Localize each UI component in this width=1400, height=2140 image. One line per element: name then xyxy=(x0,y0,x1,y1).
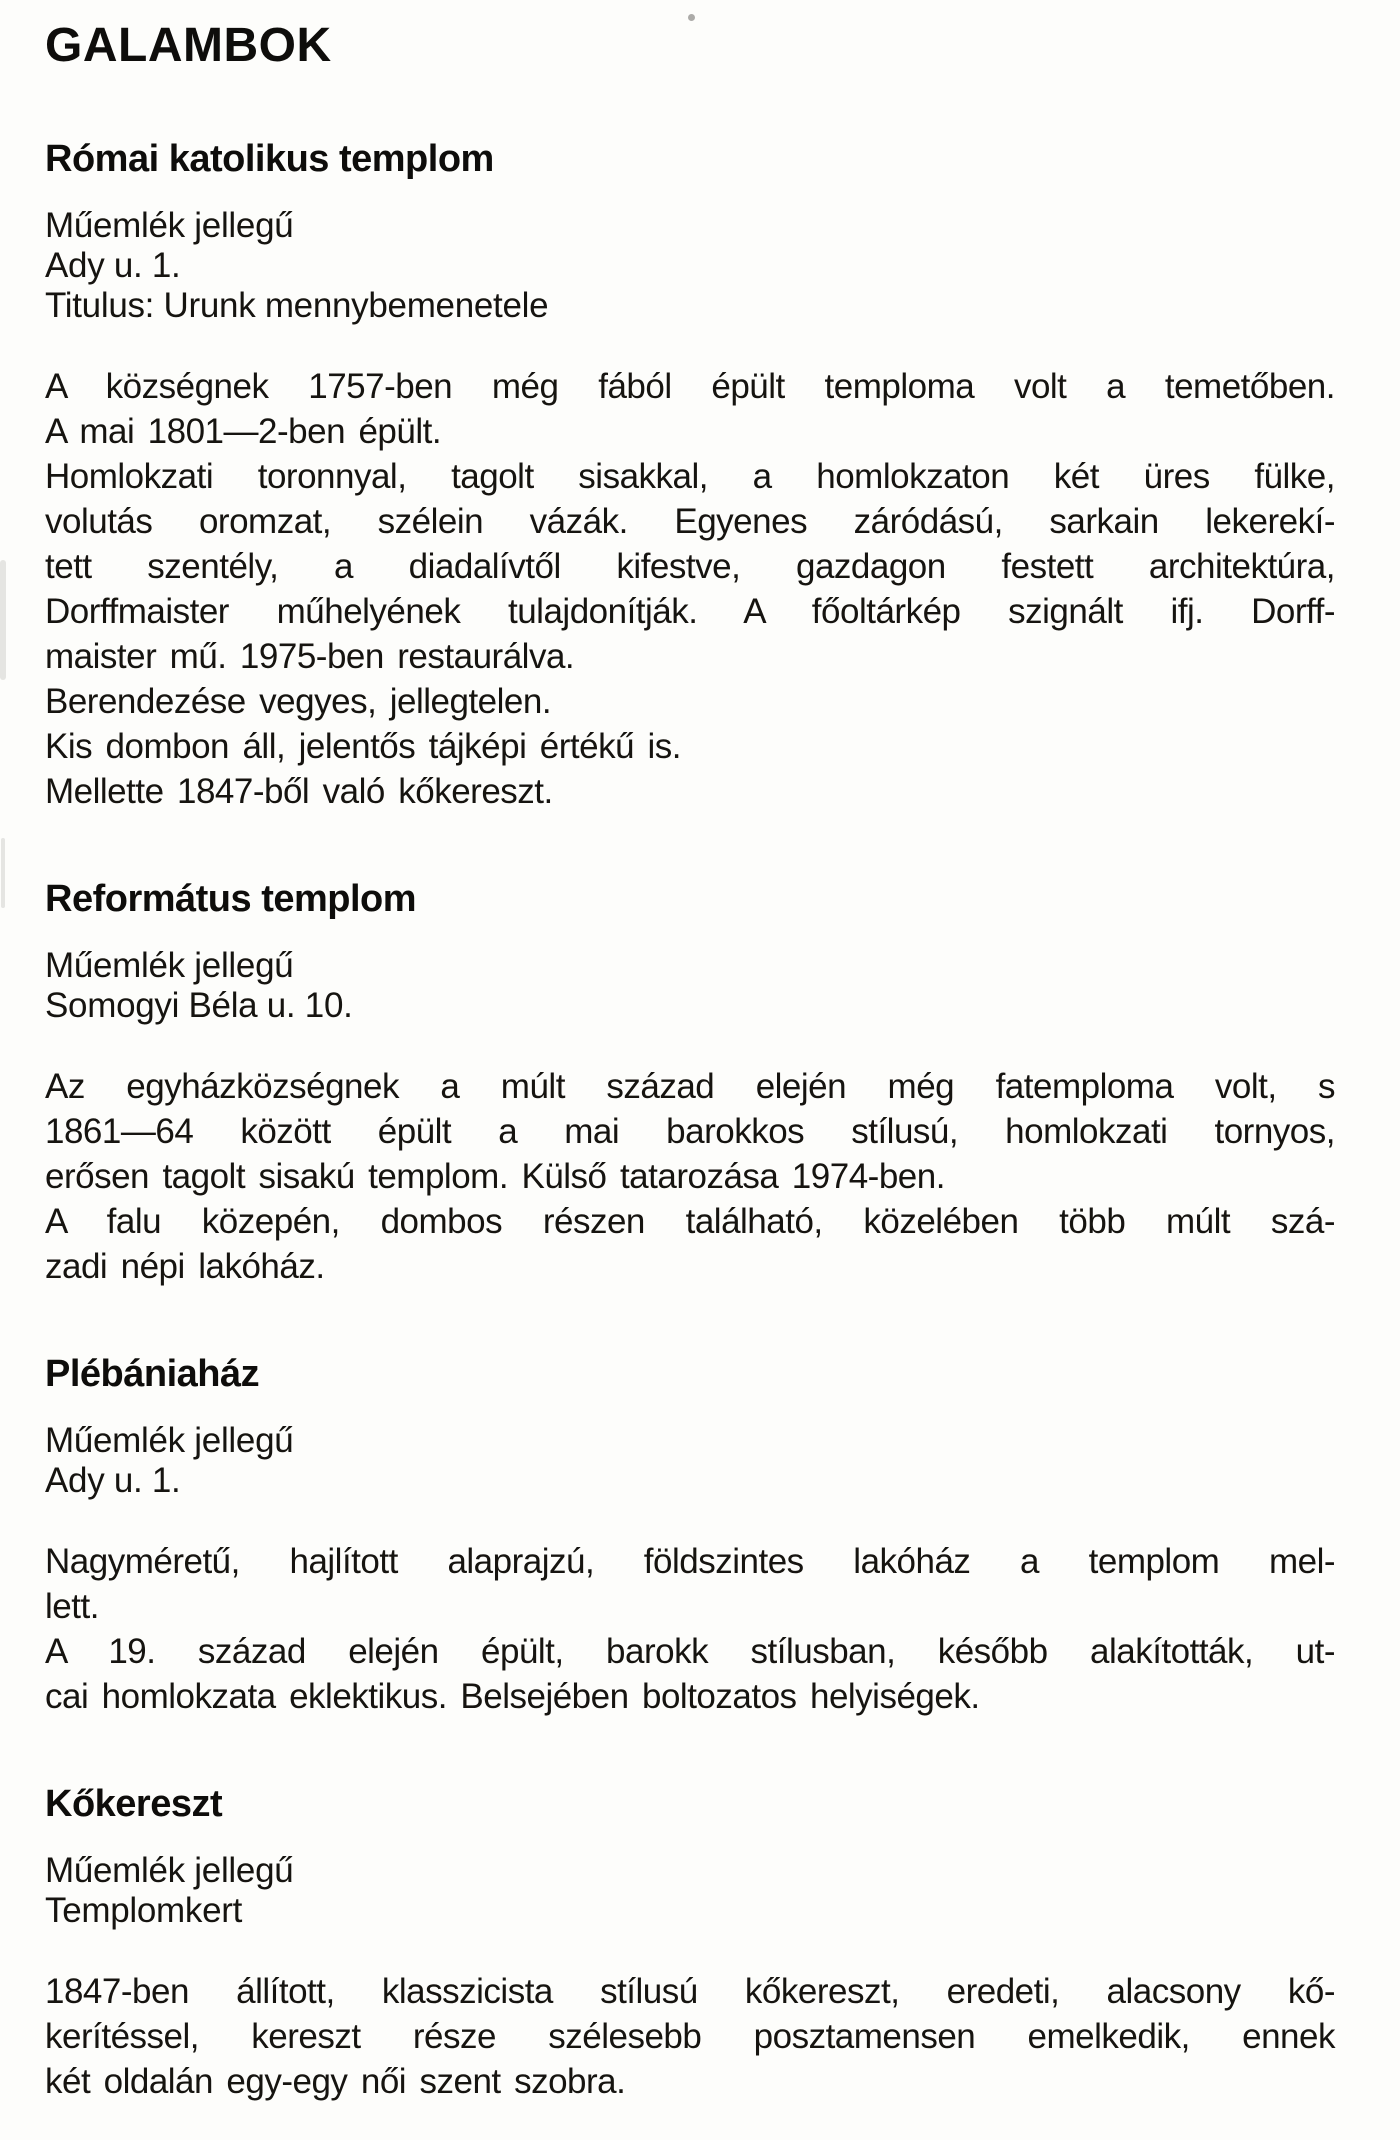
body-line: két oldalán egy-egy női szent szobra. xyxy=(45,2062,626,2101)
body-line: Kis dombon áll, jelentős tájképi értékű is. xyxy=(45,727,681,766)
section-roman-catholic-church xyxy=(45,136,1335,814)
monument-meta xyxy=(45,1851,1335,1931)
monument-meta xyxy=(45,946,1335,1026)
scan-artifact xyxy=(1,838,5,908)
meta-status: Műemlék jellegű xyxy=(45,946,294,985)
body-line: Dorffmaister műhelyének tulajdonítják. A főoltárkép szignált ifj. Dorff- xyxy=(45,592,1335,631)
body-line: 1847-ben állított, klasszicista stílusú kőkereszt, eredeti, alacsony kő- xyxy=(45,1972,1335,2011)
body-line: erősen tagolt sisakú templom. Külső tatarozása 1974-ben. xyxy=(45,1157,945,1196)
section-heading: Plébániaház xyxy=(45,1353,260,1395)
body-line: maister mű. 1975-ben restaurálva. xyxy=(45,637,575,676)
body-line: A községnek 1757-ben még fából épült temploma volt a temetőben. xyxy=(45,367,1335,406)
meta-status: Műemlék jellegű xyxy=(45,1851,294,1890)
section-body xyxy=(45,1539,1335,1719)
page-title: GALAMBOK xyxy=(45,19,332,72)
body-line: Mellette 1847-ből való kőkereszt. xyxy=(45,772,553,811)
monument-meta xyxy=(45,1421,1335,1501)
section-parsonage xyxy=(45,1351,1335,1719)
scan-artifact xyxy=(0,560,6,680)
section-heading: Kőkereszt xyxy=(45,1783,223,1825)
body-line: Homlokzati toronnyal, tagolt sisakkal, a homlokzaton két üres fülke, xyxy=(45,457,1335,496)
section-body xyxy=(45,364,1335,814)
body-line: tett szentély, a diadalívtől kifestve, gazdagon festett architektúra, xyxy=(45,547,1335,586)
body-line: Berendezése vegyes, jellegtelen. xyxy=(45,682,552,721)
section-heading: Református templom xyxy=(45,878,417,920)
body-line: A mai 1801—2-ben épült. xyxy=(45,412,442,451)
meta-address: Somogyi Béla u. 10. xyxy=(45,986,353,1025)
body-line: 1861—64 között épült a mai barokkos stílusú, homlokzati tornyos, xyxy=(45,1112,1335,1151)
body-line: Az egyházközségnek a múlt század elején még fatemploma volt, s xyxy=(45,1067,1335,1106)
body-line: Nagyméretű, hajlított alaprajzú, földszintes lakóház a templom mel- xyxy=(45,1542,1335,1581)
body-line: kerítéssel, kereszt része szélesebb posztamensen emelkedik, ennek xyxy=(45,2017,1335,2056)
section-body xyxy=(45,1064,1335,1289)
body-line: A falu közepén, dombos részen található, közelében több múlt szá- xyxy=(45,1202,1335,1241)
body-line: volutás oromzat, szélein vázák. Egyenes záródású, sarkain lekerekí- xyxy=(45,502,1335,541)
meta-status: Műemlék jellegű xyxy=(45,1421,294,1460)
meta-address: Ady u. 1. xyxy=(45,1461,181,1500)
section-stone-cross xyxy=(45,1781,1335,2104)
section-body xyxy=(45,1969,1335,2104)
body-line: zadi népi lakóház. xyxy=(45,1247,325,1286)
section-heading: Római katolikus templom xyxy=(45,138,494,180)
meta-status: Műemlék jellegű xyxy=(45,206,294,245)
body-line: cai homlokzata eklektikus. Belsejében boltozatos helyiségek. xyxy=(45,1677,980,1716)
meta-titulus: Titulus: Urunk mennybemenetele xyxy=(45,286,549,325)
meta-address: Ady u. 1. xyxy=(45,246,181,285)
section-reformed-church xyxy=(45,876,1335,1289)
monument-meta xyxy=(45,206,1335,326)
body-line: lett. xyxy=(45,1587,99,1626)
body-line: A 19. század elején épült, barokk stílusban, később alakították, ut- xyxy=(45,1632,1335,1671)
meta-location: Templomkert xyxy=(45,1891,243,1930)
